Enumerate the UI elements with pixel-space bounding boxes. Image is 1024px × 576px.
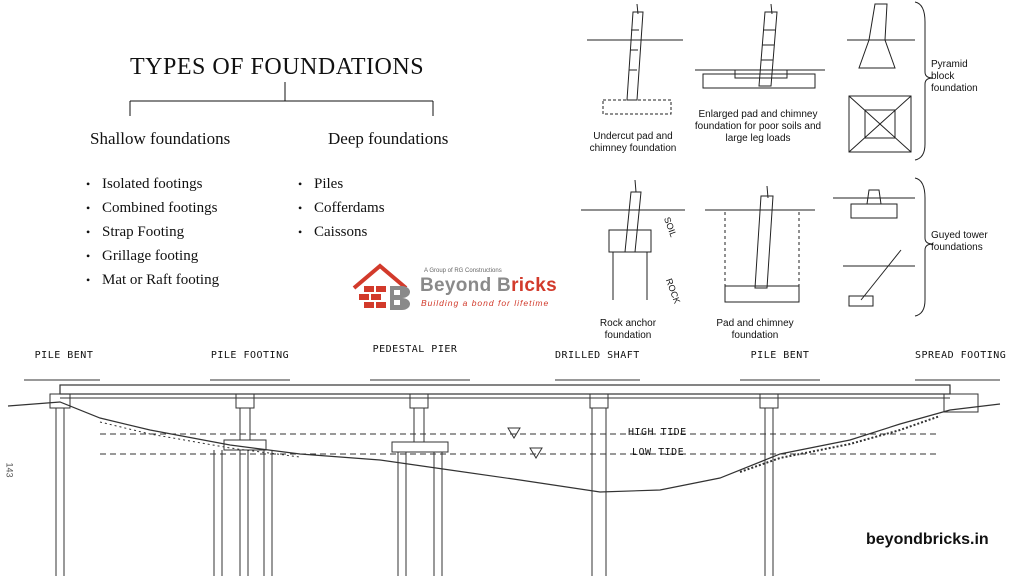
list-item: • Cofferdams <box>298 196 385 220</box>
spread-footing-label: SPREAD FOOTING <box>915 350 1007 361</box>
list-item: • Caissons <box>298 220 385 244</box>
undercut-pad-label: Undercut pad and chimney foundation <box>589 131 677 154</box>
soil-label: SOIL <box>662 215 679 239</box>
pyramid-block-label: Pyramid block foundation <box>931 59 978 94</box>
page-title: TYPES OF FOUNDATIONS <box>130 54 425 80</box>
guyed-tower-drawing <box>833 190 915 306</box>
list-item: • Combined footings <box>86 196 219 220</box>
brand-group-text: A Group of RG Constructions <box>424 268 502 274</box>
deep-foundations-heading: Deep foundations <box>328 129 449 148</box>
pile-footing-label: PILE FOOTING <box>210 350 290 361</box>
enlarged-pad-chimney-drawing <box>695 4 825 88</box>
rock-label: ROCK <box>663 277 683 305</box>
pile-bent-right-label: PILE BENT <box>750 350 810 361</box>
pile-bent-left-label: PILE BENT <box>34 350 94 361</box>
hierarchy-connector-lines <box>0 0 520 140</box>
enlarged-pad-label: Enlarged pad and chimney foundation for poor soils and large leg loads <box>694 109 822 144</box>
undercut-pad-chimney-drawing <box>587 4 683 114</box>
tower-foundations-drawing <box>575 0 1024 341</box>
pyramid-block-drawing <box>847 4 915 152</box>
list-item: • Strap Footing <box>86 220 219 244</box>
rock-anchor-label: Rock anchor foundation <box>599 318 657 341</box>
pad-chimney-label: Pad and chimney foundation <box>716 318 794 341</box>
list-item: • Piles <box>298 172 385 196</box>
guyed-tower-label: Guyed tower foundations <box>931 230 988 253</box>
list-item: • Isolated footings <box>86 172 219 196</box>
pad-chimney-drawing <box>705 186 815 302</box>
drilled-shaft-label: DRILLED SHAFT <box>555 350 640 361</box>
deep-foundations-list <box>298 172 385 244</box>
high-tide-label: HIGH TIDE <box>628 427 687 438</box>
list-item: • Grillage footing <box>86 244 219 268</box>
brand-tagline: Building a bond for lifetime <box>421 298 550 308</box>
brand-name: Beyond Bricks <box>420 275 557 296</box>
pedestal-pier-label: PEDESTAL PIER <box>372 344 458 355</box>
page-number: 143 <box>4 462 15 478</box>
shallow-foundations-heading: Shallow foundations <box>90 129 231 148</box>
low-tide-label: LOW TIDE <box>632 447 685 458</box>
list-item: • Mat or Raft footing <box>86 268 219 292</box>
shallow-foundations-list <box>86 172 219 292</box>
website-url: beyondbricks.in <box>866 531 989 548</box>
brick-house-logo-icon <box>350 262 422 316</box>
